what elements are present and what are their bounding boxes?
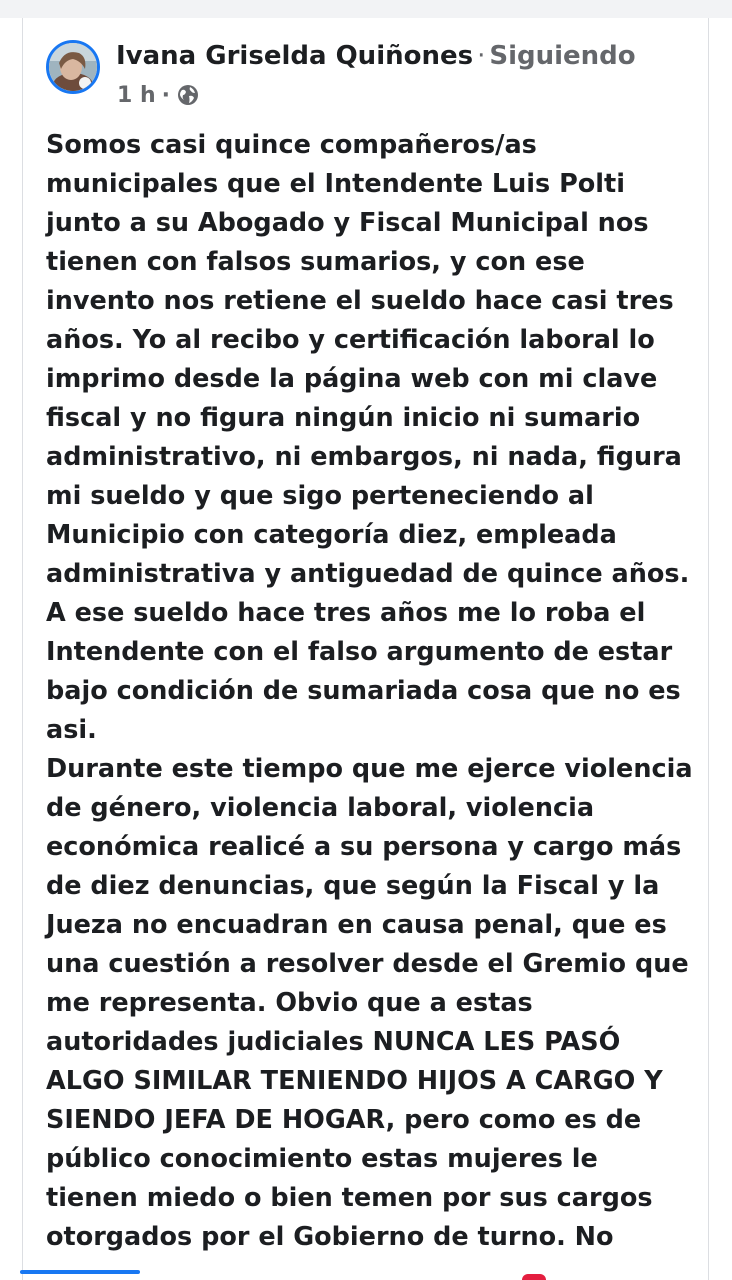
meta-separator: ·	[161, 82, 170, 108]
post-text-line: una cuestión a resolver desde el Gremio que	[46, 949, 689, 979]
header-separator: ·	[477, 41, 486, 71]
post-text-line: público conocimiento estas mujeres le	[46, 1144, 598, 1174]
post-text-line: invento nos retiene el sueldo hace casi tres	[46, 286, 674, 316]
avatar-photo	[49, 43, 97, 91]
post-text-line: fiscal y no figura ningún inicio ni sumario	[46, 403, 641, 433]
post-text-line: Intendente con el falso argumento de estar	[46, 637, 673, 667]
post-text-line: autoridades judiciales NUNCA LES PASÓ	[46, 1027, 621, 1057]
avatar[interactable]	[46, 40, 100, 94]
post-text-line: ALGO SIMILAR TENIENDO HIJOS A CARGO Y	[46, 1066, 663, 1096]
post-text-line: municipales que el Intendente Luis Polti	[46, 169, 625, 199]
post-text-line: Durante este tiempo que me ejerce violencia	[46, 754, 693, 784]
post-meta	[117, 80, 200, 110]
post-header	[116, 38, 636, 74]
post-text-line: administrativo, ni embargos, ni nada, figura	[46, 442, 682, 472]
post-text-line: Municipio con categoría diez, empleada	[46, 520, 617, 550]
post-text-line: otorgados por el Gobierno de turno. No	[46, 1222, 614, 1252]
post-text-line: tienen miedo o bien temen por sus cargos	[46, 1183, 653, 1213]
bottom-accent-bar	[20, 1270, 140, 1274]
post-text-line: económica realicé a su persona y cargo más	[46, 832, 682, 862]
globe-icon[interactable]	[176, 83, 200, 107]
post-text-line: bajo condición de sumariada cosa que no es	[46, 676, 681, 706]
post-text-line: de diez denuncias, que según la Fiscal y la	[46, 871, 660, 901]
feed-right-border	[708, 18, 709, 1280]
following-button[interactable]: Siguiendo	[489, 41, 636, 71]
post-text-line: administrativa y antiguedad de quince años.	[46, 559, 690, 589]
post-text-line: asi.	[46, 715, 97, 745]
post-text-line: Jueza no encuadran en causa penal, que es	[46, 910, 667, 940]
post-text-line: SIENDO JEFA DE HOGAR, pero como es de	[46, 1105, 642, 1135]
top-strip	[0, 0, 732, 18]
post-text-line: de género, violencia laboral, violencia	[46, 793, 595, 823]
post-text-line: me representa. Obvio que a estas	[46, 988, 533, 1018]
post-text	[46, 126, 696, 1257]
post-text-line: A ese sueldo hace tres años me lo roba el	[46, 598, 646, 628]
post-text-line: tienen con falsos sumarios, y con ese	[46, 247, 585, 277]
post-text-line: años. Yo al recibo y certificación laboral lo	[46, 325, 655, 355]
post-text-line: junto a su Abogado y Fiscal Municipal nos	[46, 208, 649, 238]
author-name[interactable]: Ivana Griselda Quiñones	[116, 41, 474, 71]
reaction-icon-partial	[522, 1274, 546, 1280]
post-text-line: mi sueldo y que sigo perteneciendo al	[46, 481, 594, 511]
post-text-line: imprimo desde la página web con mi clave	[46, 364, 658, 394]
post-text-line: Somos casi quince compañeros/as	[46, 130, 537, 160]
post-timestamp[interactable]: 1 h	[117, 82, 156, 108]
